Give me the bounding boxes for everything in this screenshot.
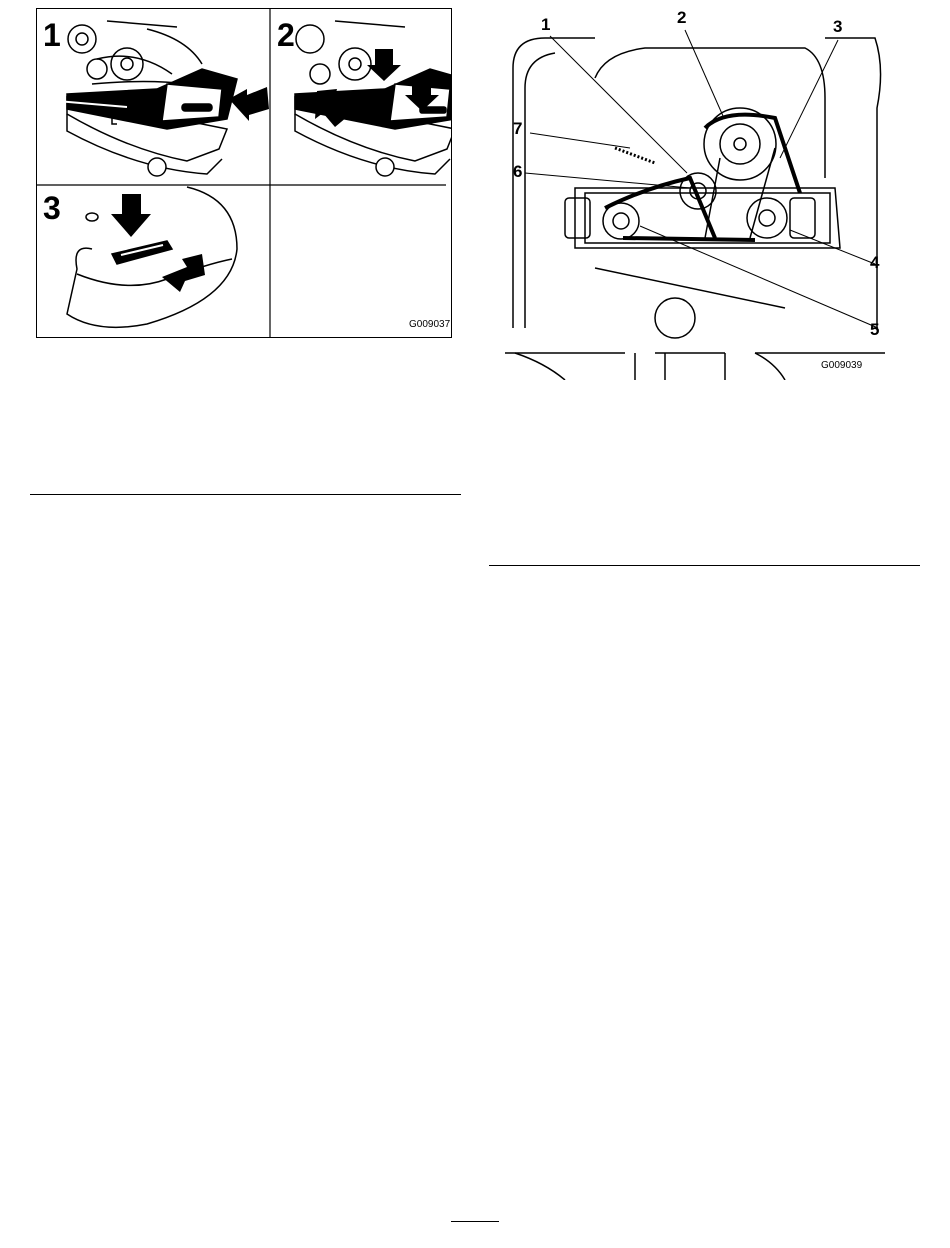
- panel-number-1: 1: [43, 17, 61, 53]
- panel-number-2: 2: [277, 17, 295, 53]
- belt-cover-removal-figure: [36, 8, 452, 338]
- panel-1-deck: [57, 21, 237, 176]
- page-number-rule: [451, 1221, 499, 1222]
- push-arrow-icon: [229, 87, 269, 121]
- push-arrow-icon: [367, 49, 401, 81]
- callout-4: 4: [870, 253, 880, 272]
- push-arrow-icon: [162, 254, 205, 292]
- callout-5: 5: [870, 320, 880, 339]
- callout-2: 2: [677, 8, 687, 27]
- push-arrow-icon: [111, 194, 151, 237]
- belt-routing-illustration: [505, 8, 885, 380]
- callout-7: 7: [513, 119, 523, 138]
- figure-code: G009037: [409, 319, 451, 330]
- section-divider: [489, 565, 920, 566]
- section-divider: [30, 494, 461, 495]
- belt-routing-figure: [505, 8, 885, 380]
- callout-3: 3: [833, 17, 843, 36]
- callout-6: 6: [513, 162, 523, 181]
- panel-3-latch: [67, 187, 237, 327]
- belt-cover-illustration: [37, 9, 451, 337]
- callout-1: 1: [541, 15, 551, 34]
- panel-number-3: 3: [43, 190, 61, 226]
- figure-code: G009039: [821, 360, 863, 371]
